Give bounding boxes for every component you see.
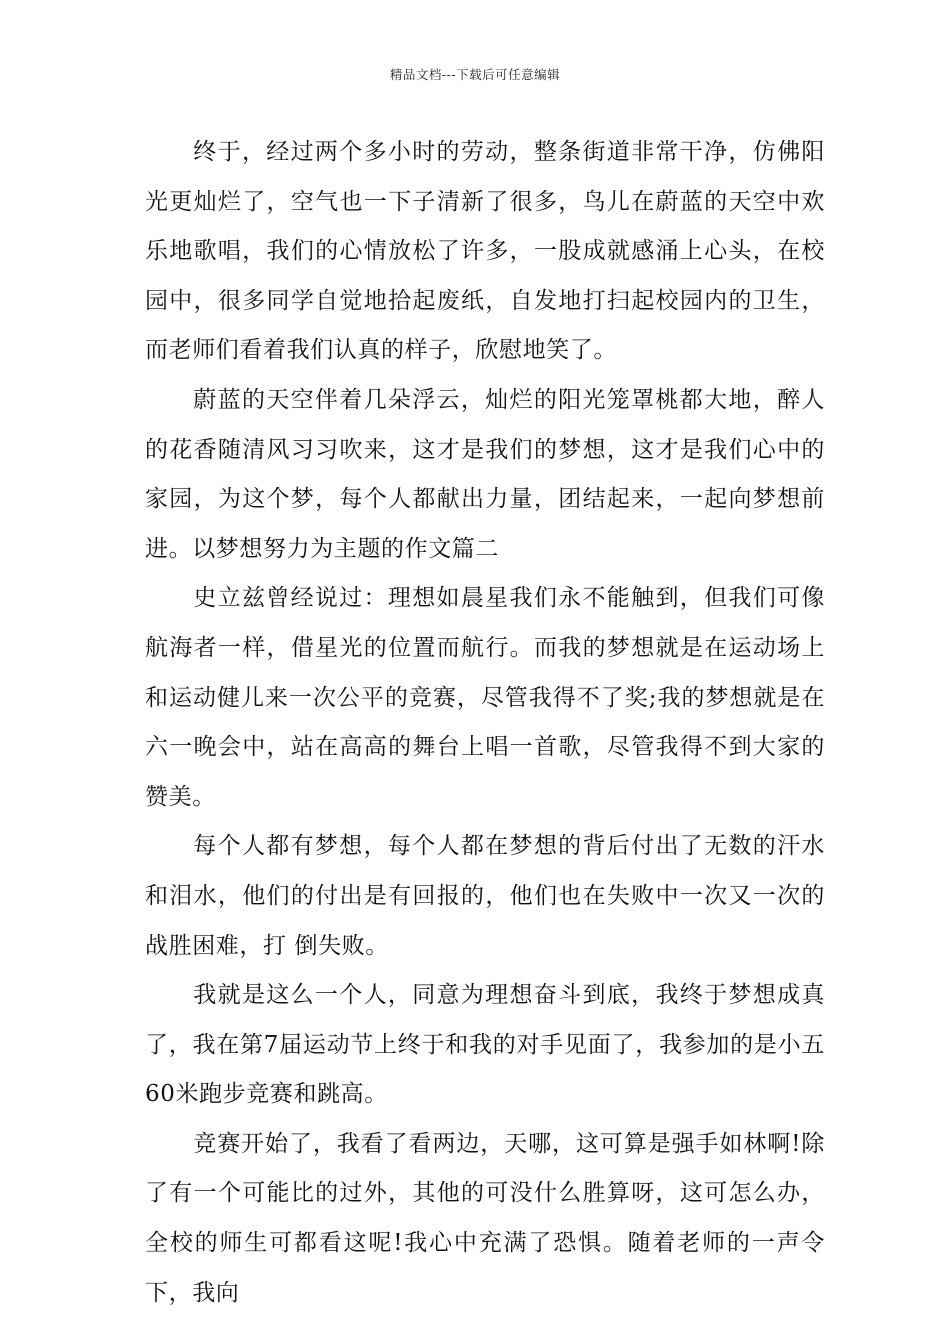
paragraph: 终于，经过两个多小时的劳动，整条街道非常干净，仿佛阳光更灿烂了，空气也一下子清新了很多，鸟儿在蔚蓝的天空中欢乐地歌唱，我们的心情放松了许多，一股成就感涌上心头，在校园中，很多同学自觉地拾起废纸，自发地打扫起校园内的卫生，而老师们看着我们认真的样子，欣慰地笑了。 <box>145 139 825 364</box>
paragraph: 竞赛开始了，我看了看两边，天哪，这可算是强手如林啊!除了有一个可能比的过外，其他的可没什么胜算呀，这可怎么办，全校的师生可都看这呢!我心中充满了恐惧。随着老师的一声令下，我向 <box>145 1130 825 1306</box>
paragraph: 史立兹曾经说过：理想如晨星我们永不能触到，但我们可像航海者一样，借星光的位置而航行。而我的梦想就是在运动场上和运动健儿来一次公平的竞赛，尽管我得不了奖;我的梦想就是在六一晚会中，站在高高的舞台上唱一首歌，尽管我得不到大家的赞美。 <box>145 585 825 810</box>
document-body <box>145 128 825 1318</box>
paragraph: 蔚蓝的天空伴着几朵浮云，灿烂的阳光笼罩桃都大地，醉人的花香随清风习习吹来，这才是我们的梦想，这才是我们心中的家园，为这个梦，每个人都献出力量，团结起来，一起向梦想前进。以梦想努力为主题的作文篇二 <box>145 386 825 562</box>
paragraph: 我就是这么一个人，同意为理想奋斗到底，我终于梦想成真了，我在第7届运动节上终于和我的对手见面了，我参加的是小五60米跑步竞赛和跳高。 <box>145 982 825 1108</box>
paragraph: 每个人都有梦想，每个人都在梦想的背后付出了无数的汗水和泪水，他们的付出是有回报的，他们也在失败中一次又一次的战胜困难，打 倒失败。 <box>145 833 825 959</box>
page-header: 精品文档---下载后可任意编辑 <box>389 67 561 82</box>
